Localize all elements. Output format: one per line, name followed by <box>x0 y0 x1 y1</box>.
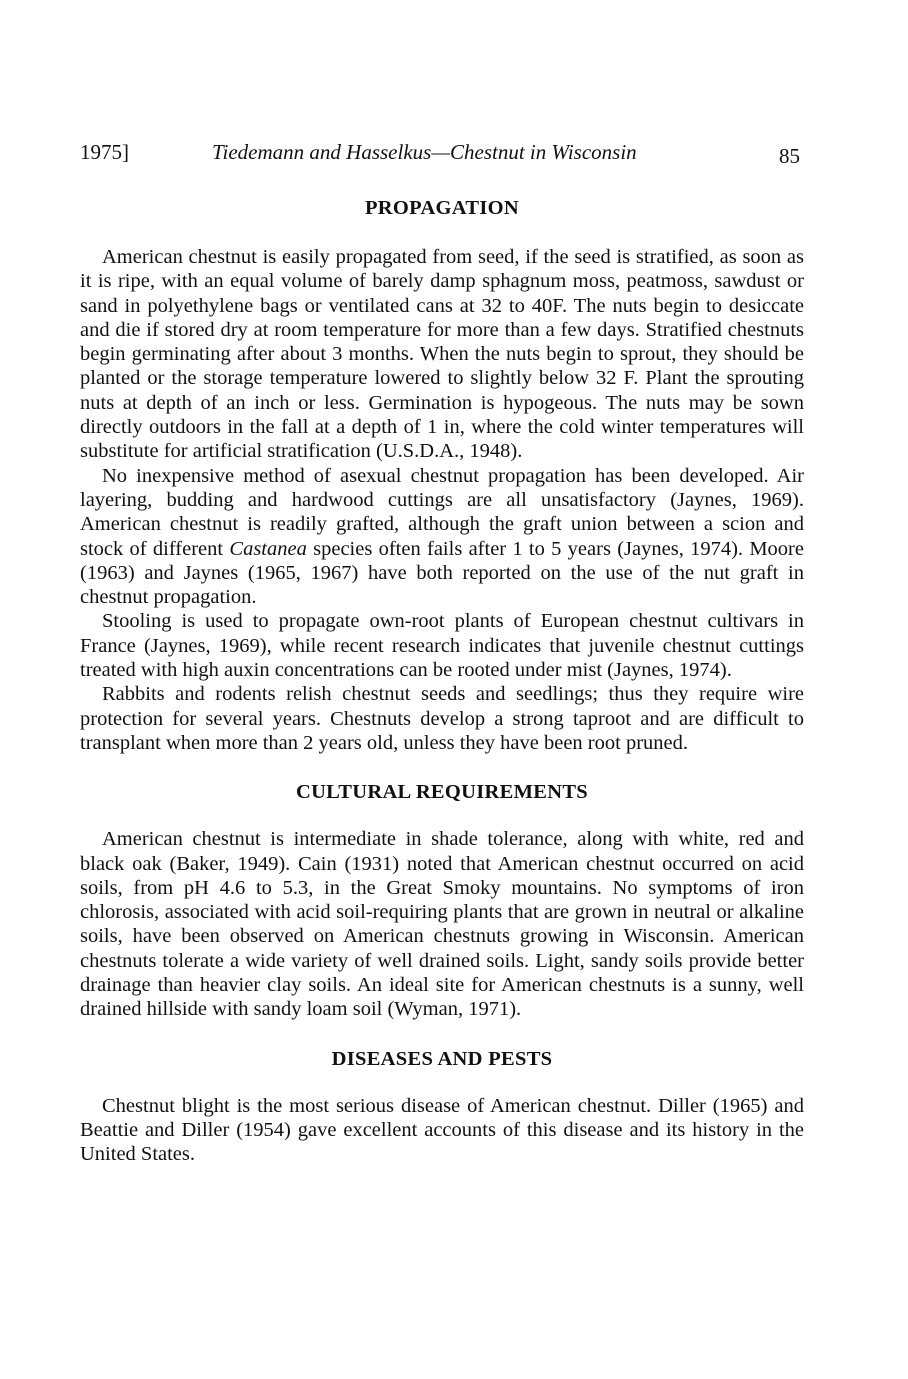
propagation-paragraph-1: American chestnut is easily propagated from seed, if the seed is stratified, as soon as it is ripe, with an equal volume of barely damp sphagnum moss, peatmoss, sawdust or sand in polyethylene bags or ventilated cans at 32 to 40F. The nuts begin to desiccate and die if stored dry at room temperature for more than a few days. Stratified chestnuts begin germinating after about 3 months. When the nuts begin to sprout, they should be planted or the storage temperature lowered to slightly below 32 F. Plant the sprouting nuts at depth of an inch or less. Germination is hypogeous. The nuts may be sown directly outdoors in the fall at a depth of 1 in, where the cold winter temperatures will substitute for artificial stratification (U.S.D.A., 1948). <box>80 246 804 463</box>
propagation-paragraph-4: Rabbits and rodents relish chestnut seeds and seedlings; thus they require wire protection for several years. Chestnuts develop a strong taproot and are difficult to transplant when more than 2 years old, unless they have been root pruned. <box>80 683 804 754</box>
propagation-paragraph-2-part-a: No inexpensive method of asexual chestnut propagation has been developed. Air layering, budding and hardwood cuttings are all unsatisfactory (Jaynes, 1969). American chestnut is readily grafted, although the graft union between a scion and stock of different <box>80 464 804 560</box>
propagation-paragraph-2 <box>80 464 804 610</box>
propagation-paragraph-3: Stooling is used to propagate own-root plants of European chestnut cultivars in France (Jaynes, 1969), while recent research indicates that juvenile chestnut cuttings treated with high auxin concentrations can be rooted under mist (Jaynes, 1974). <box>80 610 804 682</box>
cultural-paragraph-1: American chestnut is intermediate in shade tolerance, along with white, red and black oak (Baker, 1949). Cain (1931) noted that American chestnut occurred on acid soils, from pH 4.6 to 5.3, in the Great Smoky mountains. No symptoms of iron chlorosis, associated with acid soil-requiring plants that are grown in neutral or alkaline soils, have been observed on American chestnuts growing in Wisconsin. American chestnuts tolerate a wide variety of well drained soils. Light, sandy soils provide better drainage than heavier clay soils. An ideal site for American chestnuts is a sunny, well drained hillside with sandy loam soil (Wyman, 1971). <box>80 828 804 1021</box>
heading-propagation: PROPAGATION <box>364 197 519 219</box>
running-head-title: Tiedemann and Hasselkus—Chestnut in Wisconsin <box>212 140 637 164</box>
diseases-paragraph-1: Chestnut blight is the most serious disease of American chestnut. Diller (1965) and Beattie and Diller (1954) gave excellent accounts of this disease and its history in the United States. <box>80 1094 804 1166</box>
running-head-year: 1975] <box>80 140 129 164</box>
journal-page <box>80 140 804 1167</box>
genus-castanea: Castanea <box>229 537 307 560</box>
heading-diseases-and-pests: DISEASES AND PESTS <box>331 1047 553 1070</box>
page-number: 85 <box>779 144 800 168</box>
running-head <box>80 140 804 170</box>
heading-cultural-requirements: CULTURAL REQUIREMENTS <box>295 781 589 804</box>
propagation-paragraph-2-part-b: species often fails after 1 to 5 years (Jaynes, 1974). Moore (1963) and Jaynes (1965, 1967) have both reported on the use of the nut graft in chestnut propagation. <box>80 537 804 609</box>
